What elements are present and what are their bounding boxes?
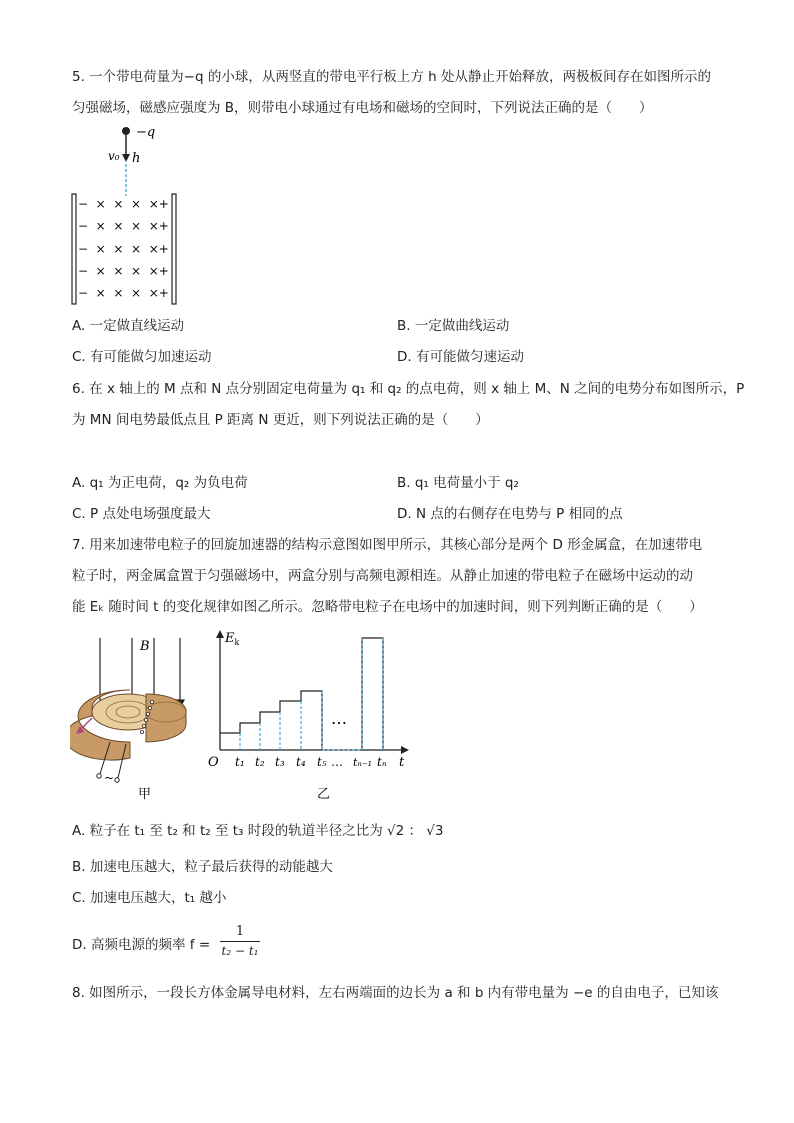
charged-ball [122, 127, 130, 135]
q6-stem-line1: 6. 在 x 轴上的 M 点和 N 点分别固定电荷量为 q₁ 和 q₂ 的点电荷，则 x 轴上 M、N 之间的电势分布如图所示，P [72, 381, 745, 397]
ac-source-label: ~ [104, 771, 115, 785]
q6-option-d[interactable]: D. N 点的右侧存在电势与 P 相同的点 [397, 506, 623, 522]
h-label: h [132, 151, 141, 166]
q6-option-c[interactable]: C. P 点处电场强度最大 [72, 506, 211, 522]
tick-label: tₙ [377, 755, 387, 769]
frequency-fraction [220, 924, 260, 959]
q7-option-d-prefix: D. 高频电源的频率 f = [72, 937, 211, 953]
origin-label: O [208, 755, 219, 770]
y-axis-label: $E_k$ [225, 631, 240, 647]
q7-option-b[interactable]: B. 加速电压越大，粒子最后获得的动能越大 [72, 859, 333, 875]
tick-label: t₄ [296, 755, 306, 769]
tick-label: tₙ₋₁ [353, 756, 373, 769]
field-row: − × × × ×+ [78, 264, 169, 278]
right-plate [172, 194, 176, 304]
q5-stem-line2: 匀强磁场，磁感应强度为 B，则带电小球通过有电场和磁场的空间时，下列说法正确的是（ ） [72, 100, 653, 116]
q6-option-b[interactable]: B. q₁ 电荷量小于 q₂ [397, 475, 519, 491]
q5-option-c[interactable]: C. 有可能做匀加速运动 [72, 349, 212, 365]
q5-figure [66, 122, 186, 308]
tick-label: t₁ [235, 755, 245, 769]
q7-option-a[interactable]: A. 粒子在 t₁ 至 t₂ 和 t₂ 至 t₃ 时段的轨道半径之比为 √2 ： √3 [72, 823, 444, 839]
q6-option-a[interactable]: A. q₁ 为正电荷，q₂ 为负电荷 [72, 475, 248, 491]
figure-jia-caption: 甲 [138, 787, 152, 802]
ek-time-graph [205, 628, 415, 806]
figure-yi-caption: 乙 [317, 787, 331, 802]
fraction-numerator: 1 [235, 924, 245, 939]
mid-ellipsis: … [331, 709, 347, 728]
q7-option-d[interactable] [72, 936, 210, 954]
ek-final-step [362, 638, 383, 750]
cyclotron-figure [70, 632, 210, 802]
q7-option-c[interactable]: C. 加速电压越大，t₁ 越小 [72, 890, 227, 906]
tick-label: … [331, 755, 343, 769]
q5-option-b[interactable]: B. 一定做曲线运动 [397, 318, 510, 334]
tick-label: t₃ [275, 755, 285, 769]
q6-stem-line2: 为 MN 间电势最低点且 P 距离 N 更近，则下列说法正确的是（ ） [72, 412, 489, 428]
q8-stem-line1: 8. 如图所示，一段长方体金属导电材料，左右两端面的边长为 a 和 b 内有带电量为 −e 的自由电子，已知该 [72, 985, 719, 1001]
q5-charge-label: −q [136, 125, 156, 140]
ek-step-line [220, 691, 322, 750]
field-row: − × × × ×+ [78, 242, 169, 256]
q5-option-a[interactable]: A. 一定做直线运动 [72, 318, 185, 334]
tick-label: t₂ [255, 755, 265, 769]
q7-stem-line2: 粒子时，两金属盒置于匀强磁场中，两盒分别与高频电源相连。从静止加速的带电粒子在磁场中运动的动 [72, 568, 693, 584]
b-field-label: B [140, 639, 150, 654]
tick-label: t₅ [317, 755, 327, 769]
field-row: − × × × ×+ [78, 219, 169, 233]
x-axis-label: t [399, 755, 405, 770]
v0-label: v₀ [108, 149, 120, 163]
left-plate [72, 194, 76, 304]
q7-stem-line3: 能 Eₖ 随时间 t 的变化规律如图乙所示。忽略带电粒子在电场中的加速时间，则下列判断正确的是（ ） [72, 599, 703, 615]
field-row: − × × × ×+ [78, 197, 169, 211]
field-row: − × × × ×+ [78, 286, 169, 300]
exit-arrow [80, 718, 92, 730]
q5-stem-line1: 5. 一个带电荷量为−q 的小球，从两竖直的带电平行板上方 h 处从静止开始释放，两极板间存在如图所示的 [72, 69, 711, 85]
fraction-denominator: t₂ − t₁ [221, 944, 259, 958]
q5-option-d[interactable]: D. 有可能做匀速运动 [397, 349, 524, 365]
q7-stem-line1: 7. 用来加速带电粒子的回旋加速器的结构示意图如图甲所示，其核心部分是两个 D 形金属盒，在加速带电 [72, 537, 703, 553]
